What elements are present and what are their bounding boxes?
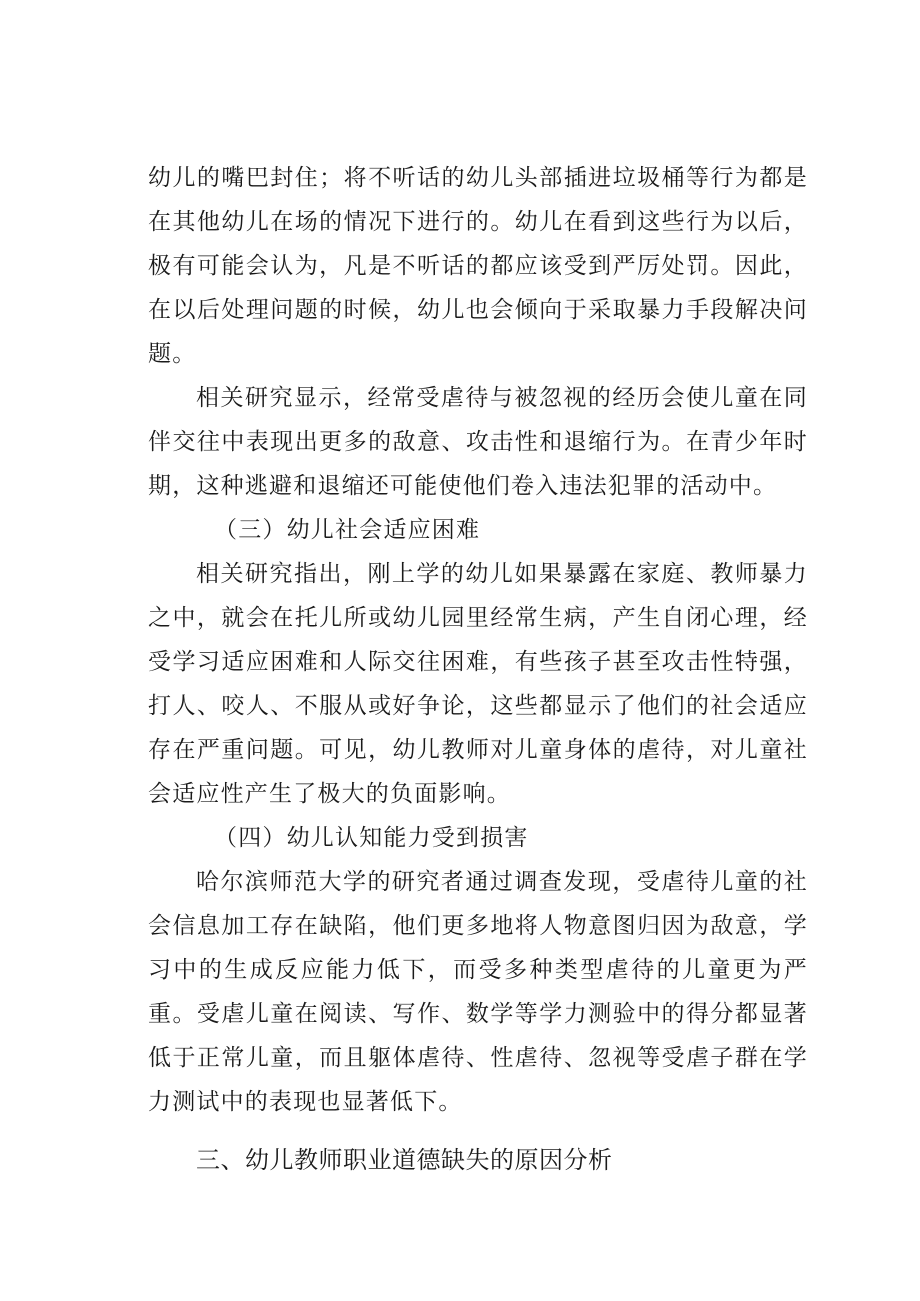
paragraph-abuse-examples: 幼儿的嘴巴封住；将不听话的幼儿头部插进垃圾桶等行为都是在其他幼儿在场的情况下进行的。幼儿在看到这些行为以后，极有可能会认为，凡是不听话的都应该受到严厉处罚。因此，在以后处理问题的时候，幼儿也会倾向于采取暴力手段解决问题。 bbox=[148, 165, 808, 367]
paragraph-social-adaptation: 相关研究指出，刚上学的幼儿如果暴露在家庭、教师暴力之中，就会在托儿所或幼儿园里经常生病，产生自闭心理，经受学习适应困难和人际交往困难，有些孩子甚至攻击性特强，打人、咬人、不服从或好争论，这些都显示了他们的社会适应存在严重问题。可见，幼儿教师对儿童身体的虐待，对儿童社会适应性产生了极大的负面影响。 bbox=[148, 561, 808, 807]
paragraph-cognitive-ability: 哈尔滨师范大学的研究者通过调查发现，受虐待儿童的社会信息加工存在缺陷，他们更多地将人物意图归因为敌意，学习中的生成反应能力低下，而受多种类型虐待的儿童更为严重。受虐儿童在阅读、写作、数学等学力测验中的得分都显著低于正常儿童，而且躯体虐待、性虐待、忽视等受虐子群在学力测试中的表现也显著低下。 bbox=[148, 869, 808, 1115]
document-body bbox=[148, 156, 808, 1182]
section-heading-causes: 三、幼儿教师职业道德缺失的原因分析 bbox=[196, 1146, 613, 1174]
subheading-cognitive-ability: （四）幼儿认知能力受到损害 bbox=[214, 825, 529, 851]
paragraph-peer-interaction: 相关研究显示，经常受虐待与被忽视的经历会使儿童在同伴交往中表现出更多的敌意、攻击性和退缩行为。在青少年时期，这种逃避和退缩还可能使他们卷入违法犯罪的活动中。 bbox=[148, 385, 808, 499]
subheading-social-adaptation: （三）幼儿社会适应困难 bbox=[214, 517, 481, 543]
